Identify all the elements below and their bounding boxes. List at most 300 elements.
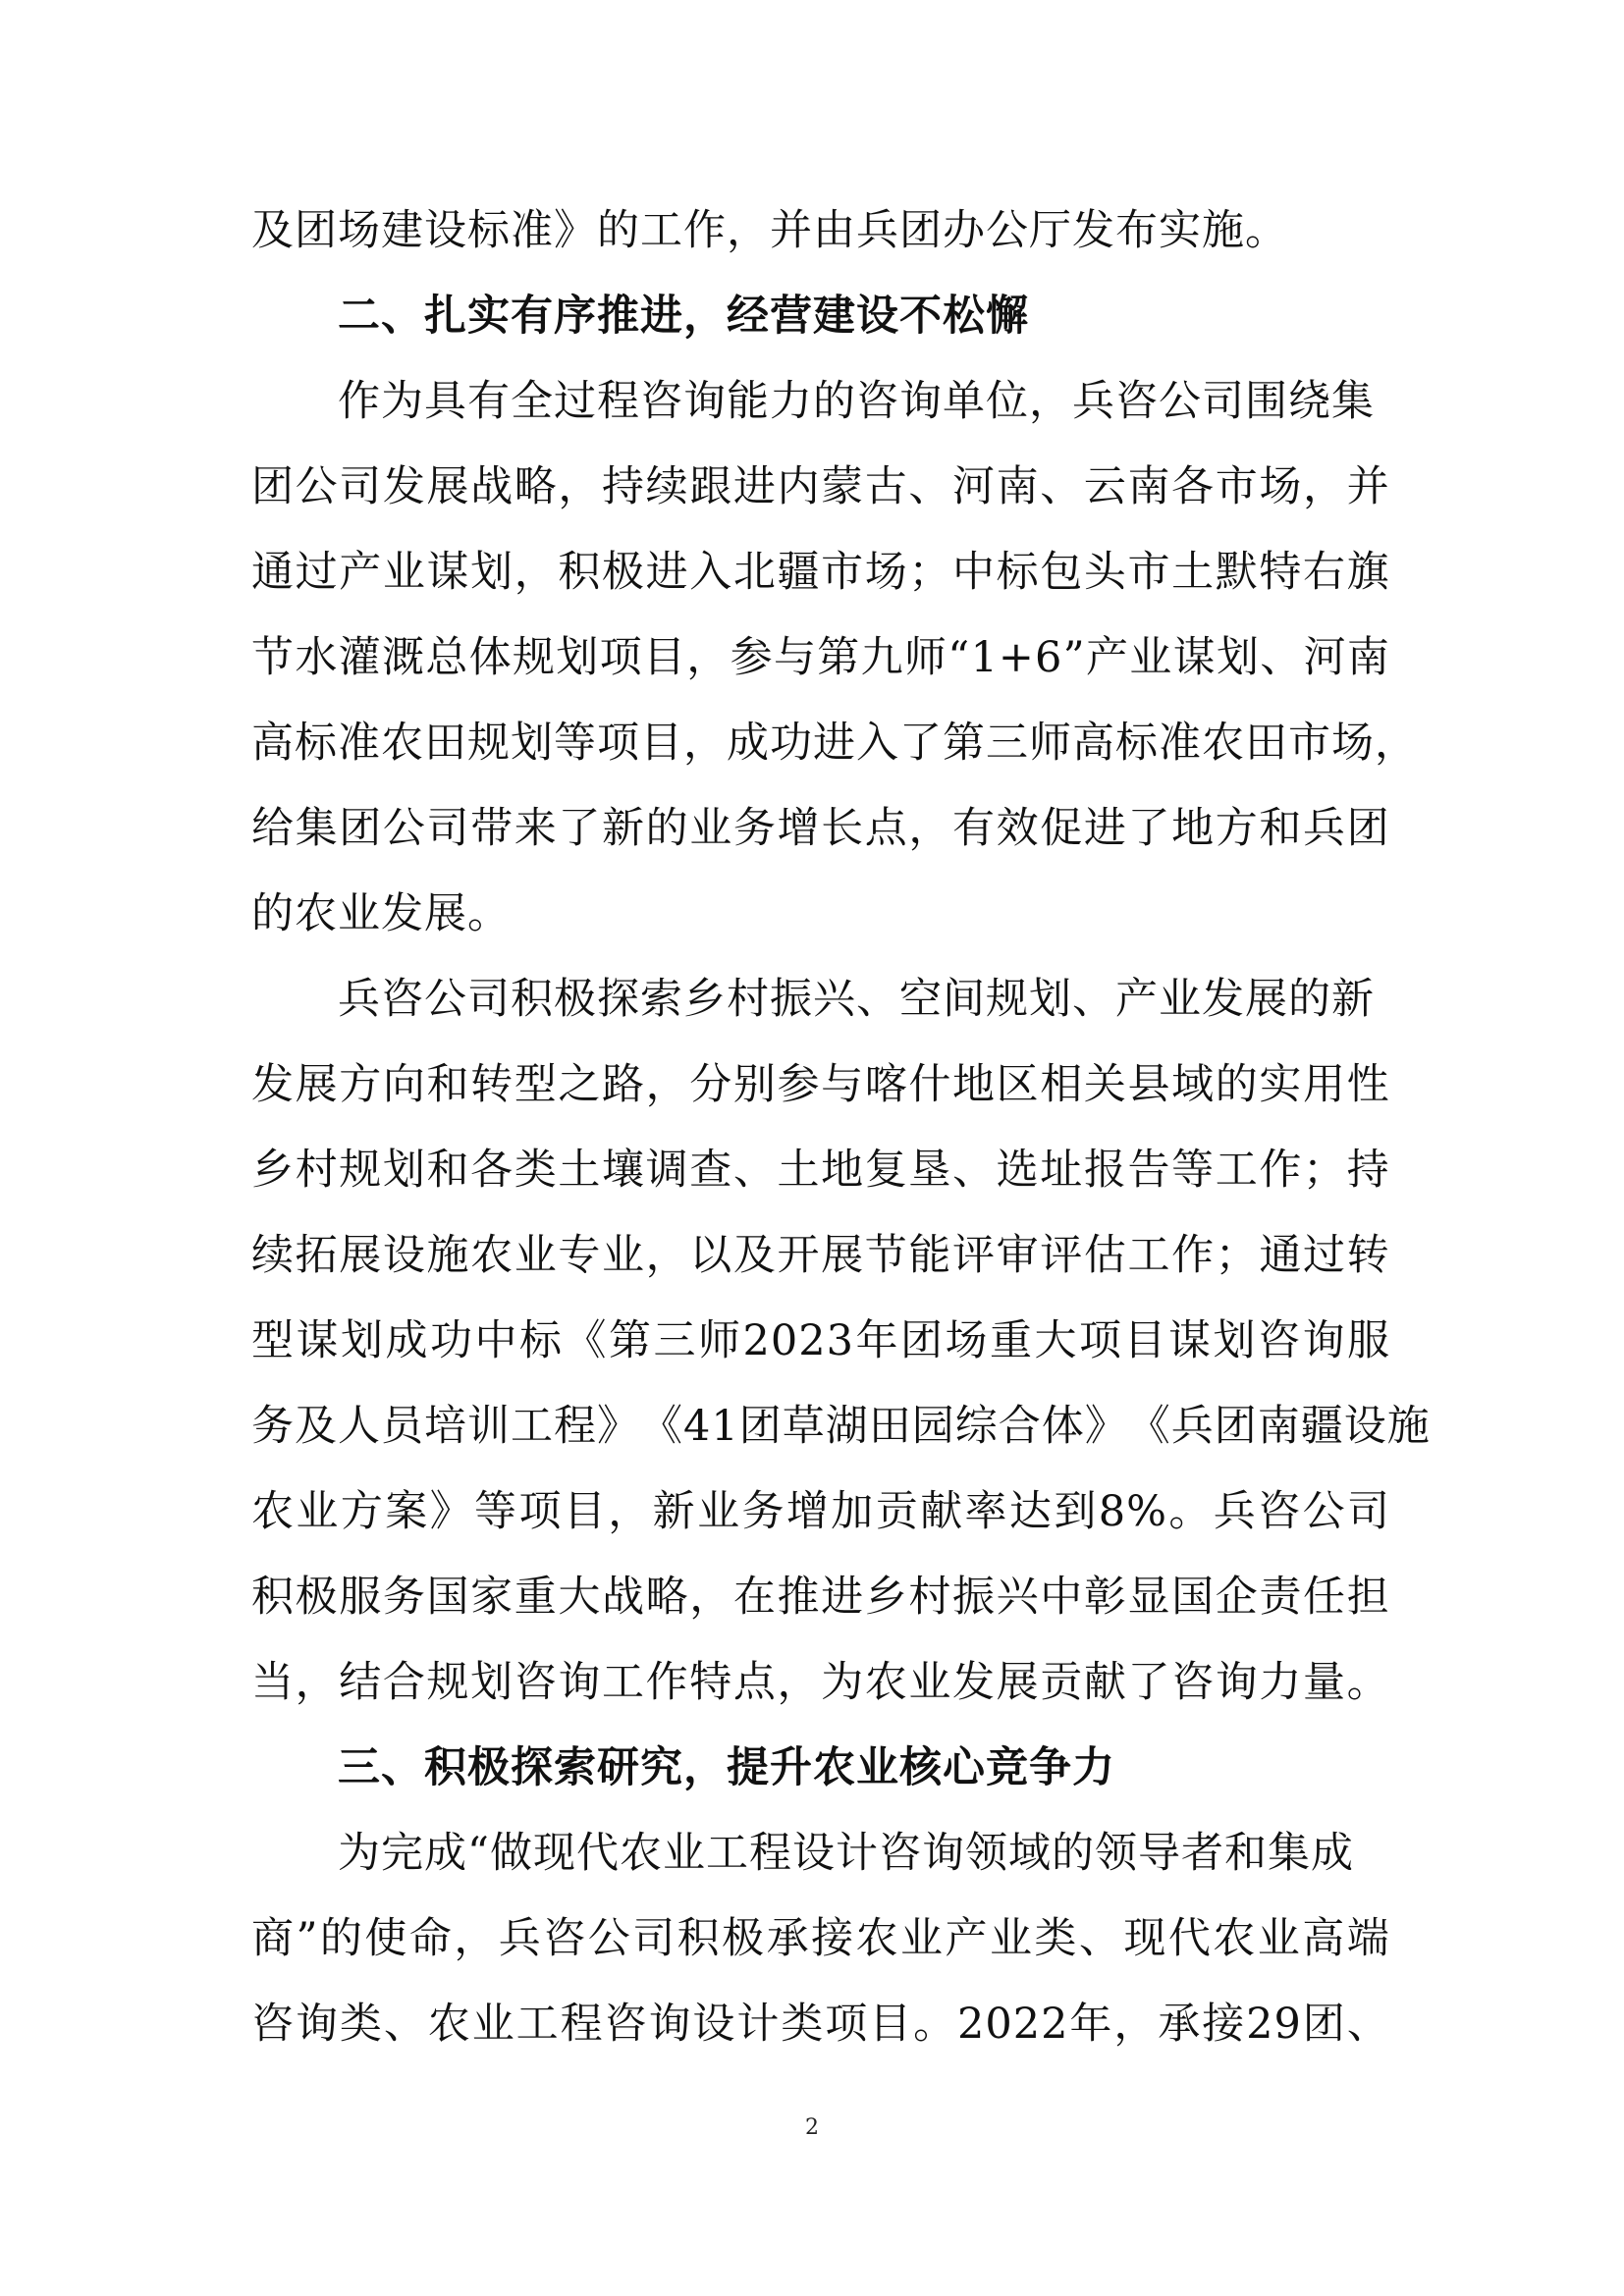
glyph: 选 (996, 1146, 1040, 1195)
glyph: 承 (766, 1914, 810, 1963)
glyph: 中 (952, 548, 996, 597)
glyph: 设 (1343, 1402, 1387, 1451)
glyph: 兵 (1170, 1402, 1215, 1451)
glyph: 工 (602, 1658, 645, 1707)
glyph: 率 (964, 1487, 1008, 1536)
glyph: ” (1062, 633, 1086, 682)
glyph: 内 (777, 462, 821, 511)
glyph: 兵 (498, 1914, 542, 1963)
glyph: 重 (514, 1573, 558, 1622)
page-number: 2 (805, 2115, 819, 2140)
glyph: 持 (1346, 1146, 1390, 1195)
glyph: 设 (692, 2000, 736, 2049)
glyph: 各 (470, 1146, 514, 1195)
glyph: 续 (645, 462, 689, 511)
glyph: 展 (821, 1231, 865, 1280)
glyph: 积 (558, 548, 602, 597)
body-line-1: 及团场建设标准》的工作，并由兵团办公厅发布实施。 (251, 206, 1288, 255)
glyph: 长 (821, 804, 865, 853)
glyph: 型 (514, 1060, 558, 1109)
glyph: 调 (645, 1146, 689, 1195)
glyph: 进 (645, 548, 689, 597)
glyph: 标 (996, 548, 1040, 597)
body-line (251, 1307, 1390, 1375)
glyph: 作 (1171, 1231, 1216, 1280)
glyph: 南 (1346, 633, 1390, 682)
glyph: 划 (470, 1658, 514, 1707)
glyph: 、 (1040, 462, 1084, 511)
glyph: 加 (831, 1487, 875, 1536)
glyph: 河 (1303, 633, 1347, 682)
glyph: 规 (467, 719, 511, 768)
glyph: 》 (1084, 1402, 1128, 1451)
glyph: 业 (471, 2000, 515, 2049)
glyph: 服 (1346, 1316, 1390, 1365)
glyph: 评 (952, 1231, 996, 1280)
glyph: 了 (1127, 1658, 1171, 1707)
glyph: 现 (1123, 1914, 1167, 1963)
glyph: 标 (1115, 719, 1159, 768)
glyph: 咨 (543, 1914, 587, 1963)
glyph: 询 (295, 2000, 339, 2049)
glyph: 关 (1083, 1060, 1127, 1109)
body-line (251, 1563, 1390, 1631)
body-line (251, 794, 1390, 863)
glyph: 专 (558, 1231, 602, 1280)
glyph: 接 (811, 1914, 855, 1963)
glyph: 划 (1216, 633, 1260, 682)
glyph: 产 (339, 548, 383, 597)
glyph: 通 (251, 548, 295, 597)
glyph: 农 (855, 1914, 899, 1963)
glyph: 类 (1034, 1914, 1078, 1963)
glyph: 设 (382, 1231, 426, 1280)
glyph: 草 (782, 1402, 826, 1451)
glyph: 询 (1215, 1658, 1259, 1707)
glyph: 地 (821, 1146, 865, 1195)
glyph: 目 (869, 2000, 913, 2049)
glyph: 型 (251, 1316, 295, 1365)
glyph: 积 (677, 1914, 721, 1963)
glyph: 彰 (1083, 1573, 1127, 1622)
glyph: 规 (426, 1658, 470, 1707)
glyph: 南 (1257, 1402, 1301, 1451)
glyph: 成 (727, 719, 770, 768)
glyph: 综 (954, 1402, 999, 1451)
glyph: 古 (864, 462, 908, 511)
glyph: 续 (251, 1231, 295, 1280)
glyph: 端 (1346, 1914, 1390, 1963)
glyph: ， (454, 1914, 498, 1963)
glyph: 高 (1072, 719, 1115, 768)
glyph: 的 (645, 804, 689, 853)
glyph: 过 (295, 548, 339, 597)
glyph: 作 (1259, 1146, 1303, 1195)
glyph: 团 (339, 804, 383, 853)
glyph: 高 (1302, 1914, 1346, 1963)
glyph: 体 (468, 633, 513, 682)
glyph: 评 (1040, 1231, 1084, 1280)
glyph: 方 (339, 1060, 383, 1109)
glyph: 业 (989, 1914, 1033, 1963)
glyph: 公 (1302, 1487, 1346, 1536)
glyph: 类 (514, 1146, 558, 1195)
glyph: 中 (1040, 1573, 1084, 1622)
glyph: 1+6 (970, 633, 1063, 682)
glyph: 农 (1202, 719, 1245, 768)
glyph: 乡 (251, 1146, 295, 1195)
glyph: 壤 (602, 1146, 645, 1195)
glyph: 效 (996, 804, 1040, 853)
glyph: 团 (1346, 804, 1390, 853)
glyph: ， (514, 548, 558, 597)
glyph: 参 (777, 1060, 821, 1109)
glyph: 以 (689, 1231, 733, 1280)
glyph: 询 (558, 1658, 602, 1707)
glyph: 市 (1288, 719, 1331, 768)
glyph: 之 (558, 1060, 602, 1109)
glyph: 谋 (1167, 1316, 1212, 1365)
glyph: 第 (609, 1316, 652, 1365)
body-line-last: 的农业发展。 (251, 889, 511, 938)
glyph: ， (295, 1658, 339, 1707)
glyph: 告 (1127, 1146, 1171, 1195)
glyph: 能 (908, 1231, 952, 1280)
glyph: 什 (908, 1060, 952, 1109)
glyph: 田 (868, 1402, 912, 1451)
glyph: 与 (773, 633, 817, 682)
glyph: 责 (1259, 1573, 1303, 1622)
glyph: 并 (1346, 462, 1390, 511)
glyph: 、 (1078, 1914, 1122, 1963)
glyph: 项 (825, 2000, 869, 2049)
glyph: 场 (864, 548, 908, 597)
glyph: 量 (1303, 1658, 1346, 1707)
glyph: ， (645, 1060, 689, 1109)
glyph: 了 (1127, 804, 1171, 853)
glyph: 过 (1303, 1231, 1346, 1280)
glyph: 类 (781, 2000, 825, 2049)
glyph: 点 (732, 1658, 777, 1707)
glyph: 报 (1083, 1146, 1127, 1195)
glyph: ， (1303, 462, 1346, 511)
glyph: 询 (1302, 1316, 1346, 1365)
glyph: 地 (952, 1060, 996, 1109)
glyph: 进 (1083, 804, 1127, 853)
glyph: 和 (426, 1146, 470, 1195)
glyph: 划 (1213, 1316, 1257, 1365)
glyph: 了 (899, 719, 943, 768)
glyph: 南 (1127, 462, 1171, 511)
glyph: 产 (945, 1914, 989, 1963)
glyph: 达 (1008, 1487, 1053, 1536)
glyph: 极 (722, 1914, 766, 1963)
glyph: 农 (427, 2000, 471, 2049)
glyph: 承 (1158, 2000, 1202, 2049)
glyph: 带 (470, 804, 514, 853)
glyph: 业 (296, 1487, 340, 1536)
glyph: 服 (339, 1573, 383, 1622)
glyph: 体 (1041, 1402, 1085, 1451)
glyph: 节 (251, 633, 295, 682)
glyph: 分 (689, 1060, 733, 1109)
glyph: 项 (518, 1487, 563, 1536)
glyph: 三 (986, 719, 1029, 768)
glyph: 、 (952, 1146, 996, 1195)
glyph: 转 (1346, 1231, 1390, 1280)
glyph: 、 (383, 2000, 427, 2049)
glyph: 员 (381, 1402, 424, 1451)
glyph: 园 (911, 1402, 955, 1451)
glyph: 、 (908, 462, 952, 511)
glyph: 性 (1346, 1060, 1390, 1109)
glyph: ， (645, 1231, 689, 1280)
glyph: 拓 (295, 1231, 339, 1280)
body-line (251, 709, 1418, 777)
section-heading-2: 二、扎实有序推进，经营建设不松懈 (338, 292, 1029, 341)
glyph: 2022 (957, 2000, 1069, 2049)
glyph: 村 (908, 1573, 952, 1622)
glyph: 第 (943, 719, 986, 768)
glyph: 务 (382, 1573, 426, 1622)
glyph: ， (683, 719, 727, 768)
glyph: 及 (295, 1402, 338, 1451)
glyph: 合 (998, 1402, 1042, 1451)
glyph: 战 (470, 462, 514, 511)
glyph: 北 (732, 548, 777, 597)
glyph: 司 (1346, 1487, 1390, 1536)
glyph: 入 (856, 719, 899, 768)
glyph: 显 (1127, 1573, 1171, 1622)
glyph: 谋 (296, 1316, 340, 1365)
glyph: 功 (770, 719, 813, 768)
glyph: 接 (1202, 2000, 1246, 2049)
glyph: ” (296, 1914, 319, 1963)
glyph: 兴 (996, 1573, 1040, 1622)
glyph: 振 (952, 1573, 996, 1622)
glyph: 增 (777, 804, 821, 853)
glyph: 》 (429, 1487, 473, 1536)
glyph: 区 (996, 1060, 1040, 1109)
glyph: 《 (640, 1402, 683, 1451)
glyph: 。 (1168, 1487, 1213, 1536)
glyph: 业 (382, 548, 426, 597)
glyph: 河 (952, 462, 996, 511)
glyph: 疆 (1300, 1402, 1344, 1451)
glyph: 施 (426, 1231, 470, 1280)
glyph: 团 (251, 462, 295, 511)
glyph: 溉 (381, 633, 425, 682)
glyph: 新 (652, 1487, 696, 1536)
glyph: 师 (903, 633, 947, 682)
glyph: ， (777, 1658, 821, 1707)
glyph: 特 (1259, 548, 1303, 597)
glyph: ； (908, 548, 952, 597)
glyph: 田 (424, 719, 467, 768)
glyph: 等 (554, 719, 597, 768)
glyph: 献 (920, 1487, 964, 1536)
glyph: 公 (587, 1914, 631, 1963)
glyph: 土 (1171, 548, 1216, 597)
glyph: 划 (382, 1146, 426, 1195)
glyph: 南 (996, 462, 1040, 511)
paragraph-start-line: 作为具有全过程咨询能力的咨询单位，兵咨公司围绕集 (338, 377, 1375, 426)
glyph: 跟 (689, 462, 733, 511)
glyph: 当 (251, 1658, 295, 1707)
glyph: 复 (864, 1146, 908, 1195)
glyph: 担 (1346, 1573, 1390, 1622)
glyph: 项 (597, 719, 640, 768)
glyph: 展 (996, 1658, 1040, 1707)
body-line (251, 1648, 1390, 1717)
glyph: 规 (339, 1146, 383, 1195)
glyph: 为 (821, 1658, 865, 1707)
glyph: 向 (382, 1060, 426, 1109)
glyph: 务 (732, 804, 777, 853)
glyph: 喀 (864, 1060, 908, 1109)
glyph: 2023 (742, 1316, 854, 1365)
glyph: 进 (813, 719, 856, 768)
glyph: 田 (1245, 719, 1288, 768)
glyph: 业 (908, 1658, 952, 1707)
glyph: 进 (732, 462, 777, 511)
glyph: 了 (558, 804, 602, 853)
glyph: 咨 (1171, 1658, 1216, 1707)
glyph: 业 (602, 1231, 645, 1280)
glyph: 中 (474, 1316, 518, 1365)
body-line (251, 1050, 1390, 1119)
glyph: 结 (339, 1658, 383, 1707)
glyph: 别 (732, 1060, 777, 1109)
glyph: “ (947, 633, 971, 682)
glyph: 务 (741, 1487, 785, 1536)
glyph: 划 (341, 1316, 384, 1365)
body-line (251, 1136, 1390, 1204)
glyph: 工 (1215, 1146, 1259, 1195)
glyph: 业 (697, 1487, 741, 1536)
glyph: 默 (1215, 548, 1259, 597)
glyph: 略 (645, 1573, 689, 1622)
glyph: 工 (511, 1402, 554, 1451)
glyph: 准 (1159, 719, 1202, 768)
glyph: 施 (1386, 1402, 1431, 1451)
glyph: 极 (602, 548, 645, 597)
glyph: 企 (1215, 1573, 1259, 1622)
glyph: 业 (1257, 1914, 1301, 1963)
glyph: 路 (602, 1060, 645, 1109)
glyph: 总 (425, 633, 469, 682)
glyph: 查 (689, 1146, 733, 1195)
glyph: 与 (821, 1060, 865, 1109)
glyph: 地 (1171, 804, 1216, 853)
body-line (251, 1477, 1390, 1546)
paragraph-start-line: 为完成“做现代农业工程设计咨询领域的领导者和集成 (338, 1829, 1354, 1878)
glyph: 标 (519, 1316, 563, 1365)
glyph: 划 (556, 633, 600, 682)
glyph: 九 (860, 633, 904, 682)
glyph: 咨 (1257, 1316, 1301, 1365)
glyph: 41 (683, 1402, 739, 1451)
glyph: 垦 (908, 1146, 952, 1195)
glyph: 代 (1167, 1914, 1212, 1963)
body-line (251, 623, 1390, 692)
body-line (251, 453, 1390, 521)
glyph: 《 (564, 1316, 608, 1365)
glyph: 团 (738, 1402, 783, 1451)
glyph: 场 (1259, 462, 1303, 511)
glyph: 商 (251, 1914, 295, 1963)
glyph: 业 (514, 1231, 558, 1280)
glyph: 、 (1346, 2000, 1390, 2049)
body-line (251, 1221, 1390, 1290)
glyph: 蒙 (821, 462, 865, 511)
glyph: 司 (426, 804, 470, 853)
glyph: 土 (777, 1146, 821, 1195)
glyph: 有 (952, 804, 996, 853)
glyph: 域 (1171, 1060, 1216, 1109)
glyph: 和 (1259, 804, 1303, 853)
glyph: ， (689, 1573, 733, 1622)
glyph: 的 (319, 1914, 363, 1963)
glyph: 目 (642, 633, 686, 682)
glyph: 头 (1083, 548, 1127, 597)
glyph: 作 (645, 1658, 689, 1707)
glyph: 用 (1303, 1060, 1346, 1109)
body-line (251, 1392, 1431, 1461)
glyph: 大 (1034, 1316, 1078, 1365)
glyph: 咨 (514, 1658, 558, 1707)
glyph: 农 (470, 1231, 514, 1280)
glyph: 等 (474, 1487, 518, 1536)
glyph: 市 (821, 548, 865, 597)
glyph: 右 (1303, 548, 1346, 597)
glyph: 农 (381, 719, 424, 768)
glyph: 司 (632, 1914, 677, 1963)
glyph: 农 (864, 1658, 908, 1707)
glyph: 标 (295, 719, 338, 768)
glyph: 询 (648, 2000, 692, 2049)
glyph: 案 (385, 1487, 429, 1536)
glyph: 兵 (1213, 1487, 1257, 1536)
glyph: ； (1303, 1146, 1346, 1195)
glyph: ， (1113, 2000, 1158, 2049)
glyph: 第 (817, 633, 861, 682)
glyph: 类 (339, 2000, 383, 2049)
glyph: 培 (424, 1402, 467, 1451)
glyph: 划 (511, 719, 554, 768)
glyph: 工 (1127, 1231, 1171, 1280)
glyph: 乡 (864, 1573, 908, 1622)
glyph: 师 (698, 1316, 741, 1365)
glyph: 贡 (1040, 1658, 1084, 1707)
glyph: 年 (1069, 2000, 1113, 2049)
glyph: 估 (1083, 1231, 1127, 1280)
glyph: 》 (597, 1402, 640, 1451)
glyph: 合 (382, 1658, 426, 1707)
glyph: 积 (251, 1573, 295, 1622)
glyph: 疆 (777, 548, 821, 597)
glyph: 目 (1123, 1316, 1167, 1365)
glyph: 、 (732, 1146, 777, 1195)
glyph: 项 (1078, 1316, 1122, 1365)
glyph: 命 (408, 1914, 453, 1963)
glyph: 人 (338, 1402, 381, 1451)
glyph: 场 (945, 1316, 989, 1365)
glyph: 谋 (426, 548, 470, 597)
glyph: ， (558, 462, 602, 511)
glyph: 旗 (1346, 548, 1390, 597)
glyph: 土 (558, 1146, 602, 1195)
